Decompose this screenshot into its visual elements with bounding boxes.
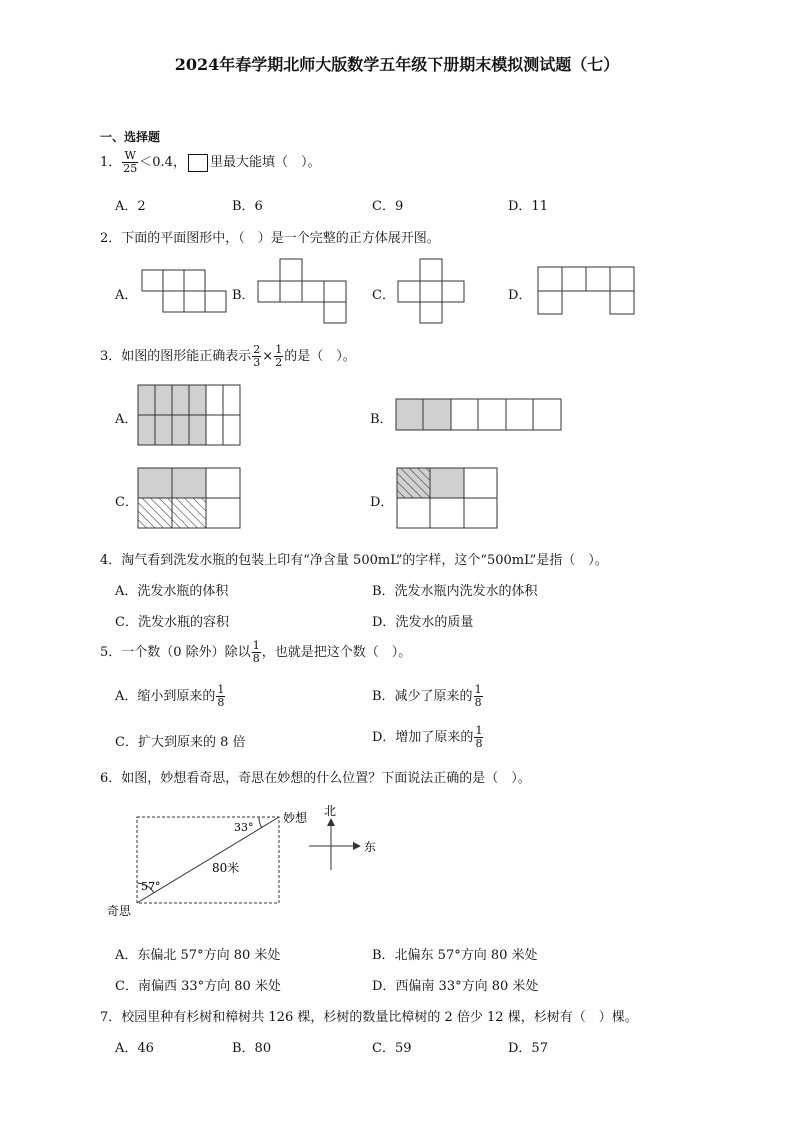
option-b: B．减少了原来的 $\frac{1}{8}$: [372, 683, 482, 709]
option-b: B．北偏东 57°方向 80 米处: [372, 948, 538, 963]
angle-top: 33°: [234, 821, 254, 834]
option-a: A．: [115, 412, 138, 427]
label-miaoxiang: 妙想: [283, 811, 308, 825]
option-c: C．9: [372, 199, 404, 214]
option-d: D．: [508, 288, 532, 303]
page-title: 2024年春学期北师大版数学五年级下册期末模拟测试题（七）: [174, 55, 620, 74]
question-6: 6．如图，妙想看奇思，奇思在妙想的什么位置？下面说法正确的是（ ）。: [100, 771, 531, 786]
option-a: A．2: [115, 199, 146, 214]
question-4: 4．淘气看到洗发水瓶的包装上印有“净含量 500mL”的字样，这个“500mL”是指（ ）。: [100, 553, 608, 568]
option-c: C．南偏西 33°方向 80 米处: [115, 979, 281, 994]
option-b: B．6: [232, 199, 263, 214]
option-a: A．东偏北 57°方向 80 米处: [115, 948, 281, 963]
option-c: C．59: [372, 1041, 412, 1056]
east-label: 东: [364, 840, 377, 854]
option-a: A．缩小到原来的 $\frac{1}{8}$: [115, 683, 225, 709]
label-qisi: 奇思: [107, 904, 132, 918]
question-5: 5．一个数（0 除外）除以 $\frac{1}{8}$ ，也就是把这个数（ ）。: [100, 639, 412, 665]
fraction: $\frac{1}{2}$: [275, 343, 283, 369]
option-d: D．11: [508, 199, 548, 214]
option-c: C．: [115, 495, 138, 510]
option-d: D．增加了原来的 $\frac{1}{8}$: [372, 724, 483, 750]
option-b: B．洗发水瓶内洗发水的体积: [372, 584, 538, 599]
option-c: C．洗发水瓶的容积: [115, 615, 229, 630]
option-b: B．: [370, 412, 393, 427]
question-7: 7．校园里种有杉树和樟树共 126 棵，杉树的数量比樟树的 2 倍少 12 棵，杉树有（ ）棵。: [100, 1010, 638, 1025]
option-a: A．46: [115, 1041, 154, 1056]
option-d: D．57: [508, 1041, 548, 1056]
fraction: $\frac{2}{3}$: [253, 343, 261, 369]
option-d: D．: [370, 495, 394, 510]
north-label: 北: [324, 804, 337, 818]
fraction: $\frac{1}{8}$: [252, 639, 260, 665]
question-number: 1．: [100, 155, 122, 170]
fraction: $\frac{W}{25}$: [123, 149, 138, 175]
question-2: 2．下面的平面图形中，（ ）是一个完整的正方体展开图。: [100, 231, 440, 246]
option-c: C．: [372, 288, 395, 303]
fraction: $\frac{1}{8}$: [217, 683, 225, 709]
option-b: B．: [232, 288, 255, 303]
fraction: $\frac{1}{8}$: [475, 724, 483, 750]
distance-label: 80米: [212, 861, 240, 875]
question-1: 1． $\frac{W}{25}$ ＜0.4， 里最大能填（ ）。: [100, 149, 321, 175]
option-c: C．扩大到原来的 8 倍: [115, 735, 246, 750]
option-d: D．洗发水的质量: [372, 615, 474, 630]
option-a: A．: [115, 288, 138, 303]
question-3: 3．如图的图形能正确表示 $\frac{2}{3}$ × $\frac{1}{2}$ 的是（ ）。: [100, 343, 356, 369]
fraction: $\frac{1}{8}$: [474, 683, 482, 709]
option-a: A．洗发水瓶的体积: [115, 584, 229, 599]
option-d: D．西偏南 33°方向 80 米处: [372, 979, 539, 994]
section-heading: 一、选择题: [100, 130, 161, 144]
angle-bottom: 57°: [141, 880, 161, 893]
option-b: B．80: [232, 1041, 272, 1056]
